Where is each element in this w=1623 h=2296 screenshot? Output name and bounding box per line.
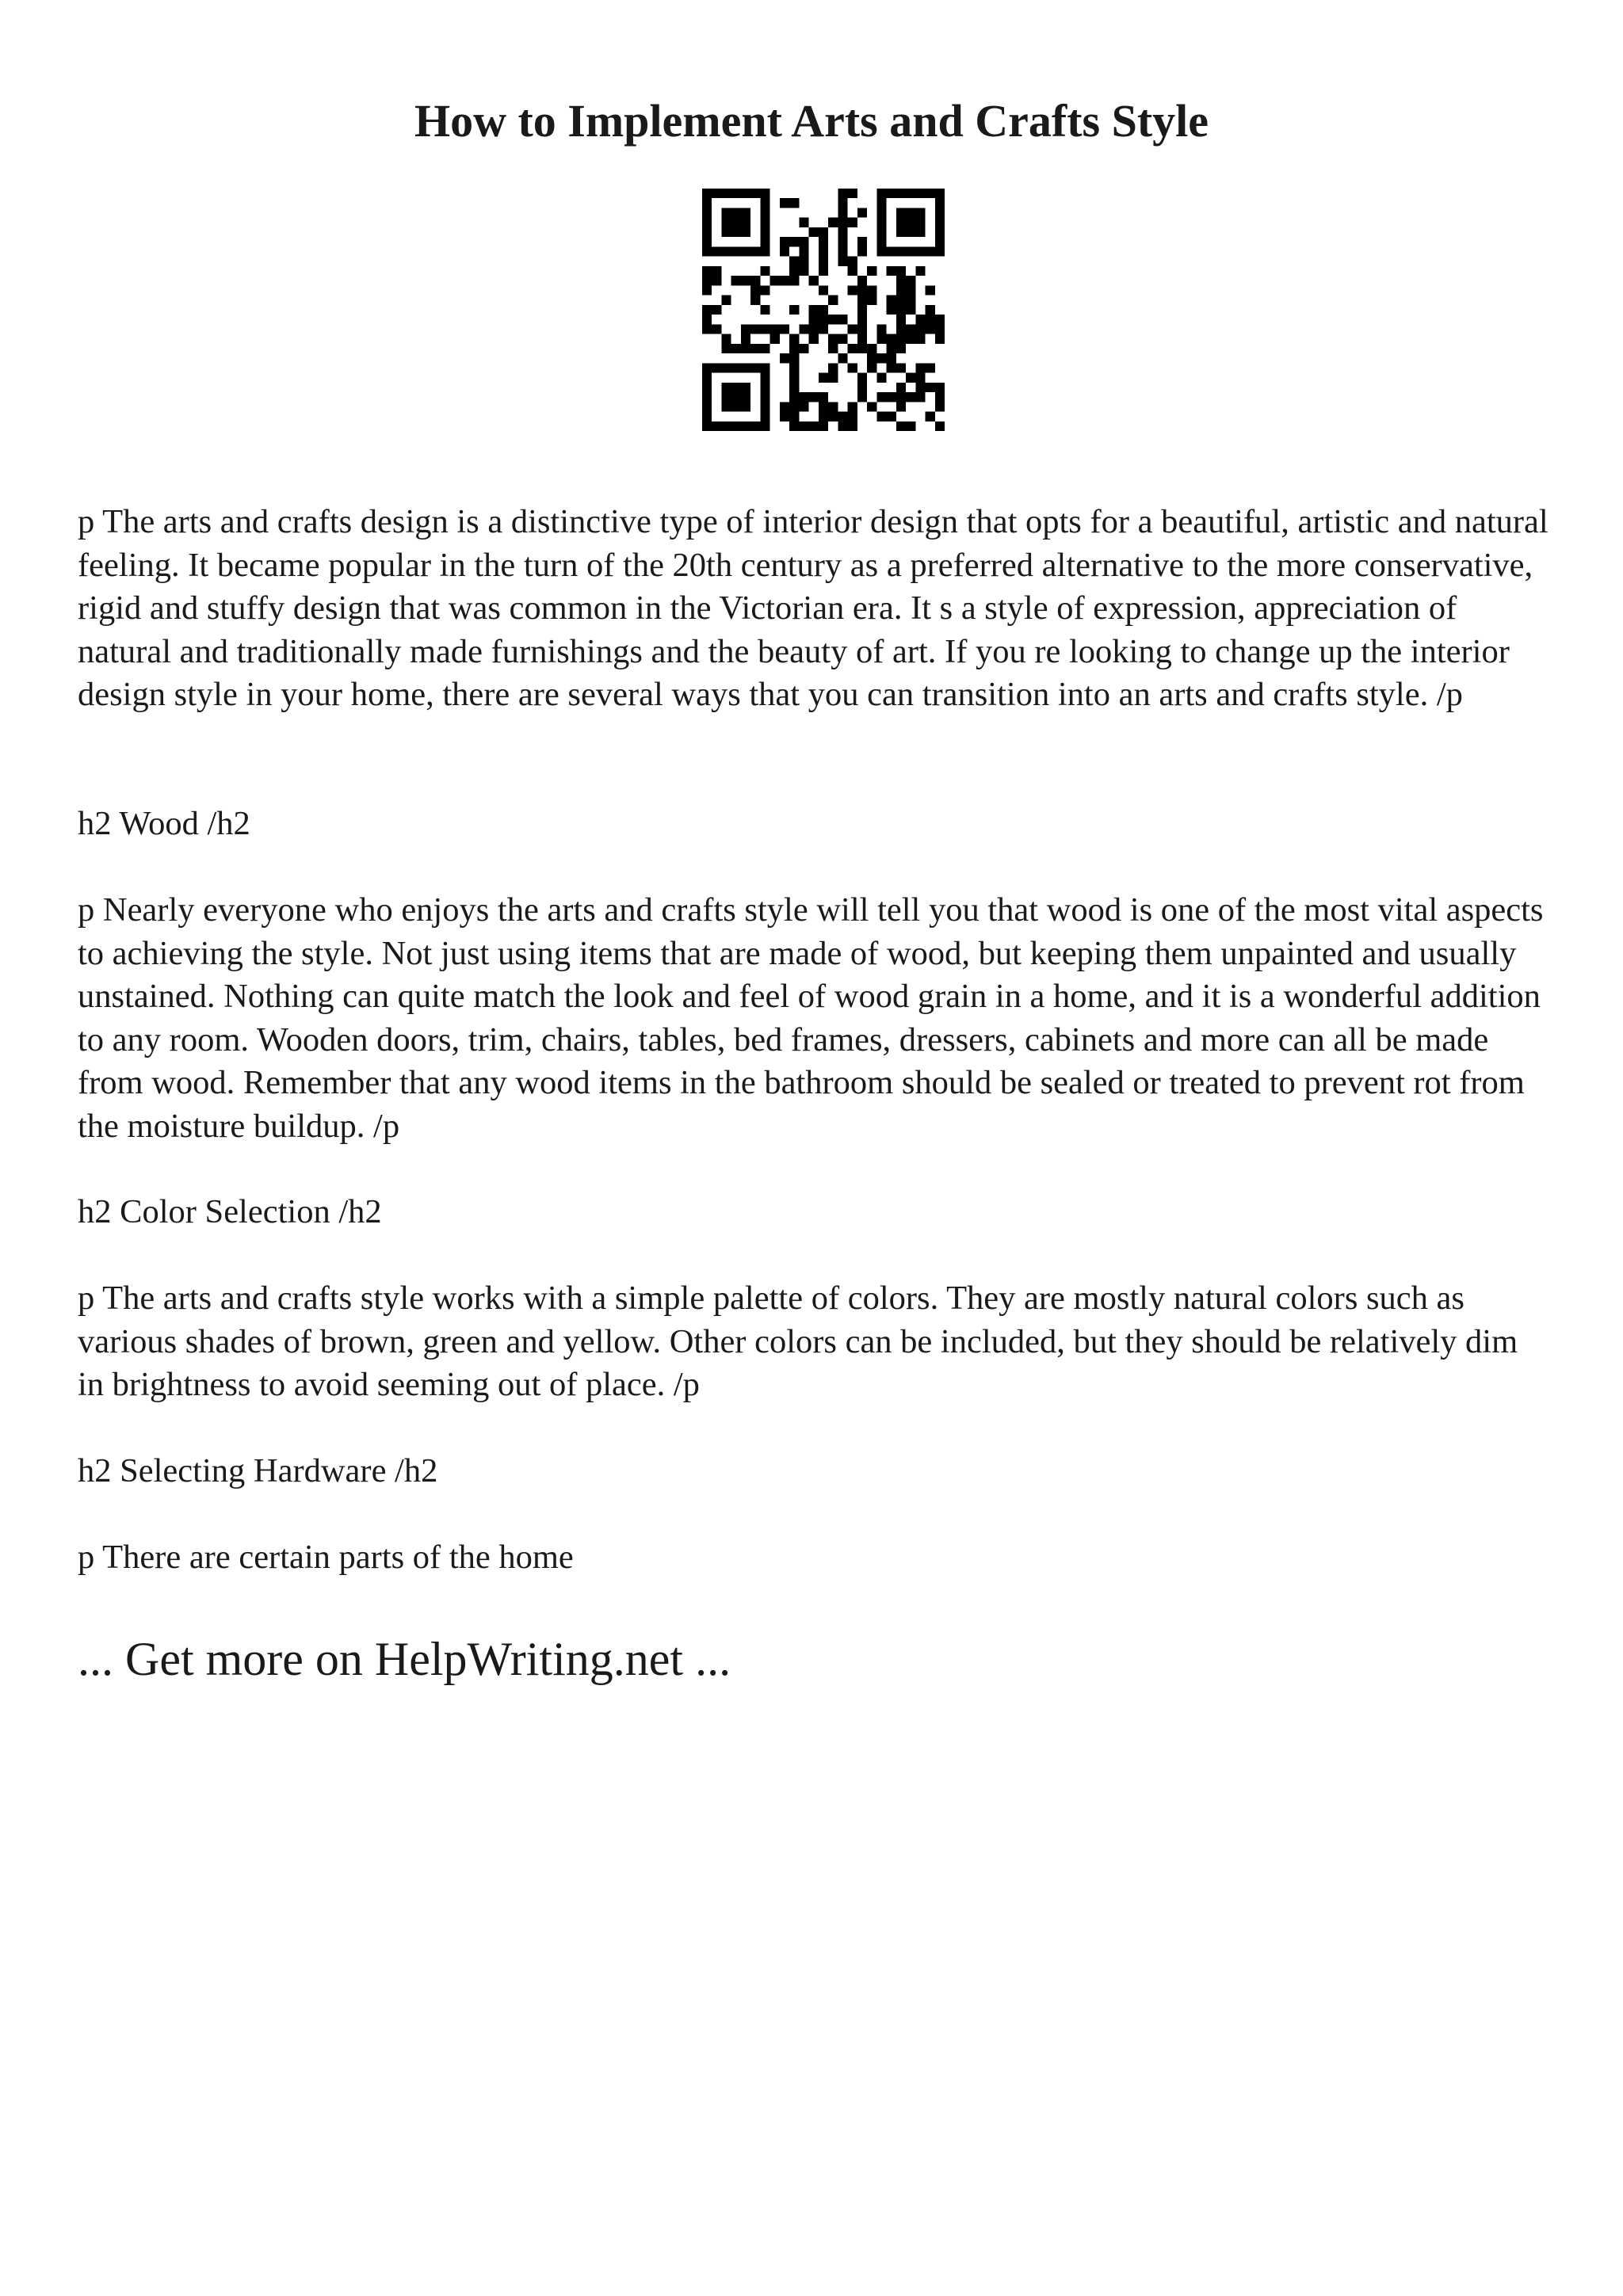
heading-color-selection: h2 Color Selection /h2 (78, 1193, 382, 1230)
heading-wood: h2 Wood /h2 (78, 805, 250, 842)
intro-paragraph: p The arts and crafts design is a distinctive type of interior design that opts for a beautiful, artistic and natural feeling. It became popular in the turn of the 20th century as a preferred alternative to the more conservative, rigid and stuffy design that was common in the Victorian era. It s a style of expression, appreciation of natural and traditionally made furnishings and the beauty of art. If you re looking to change up the interior design style in your home, there are several ways that you can transition into an arts and crafts style. /p (78, 503, 1549, 713)
wood-paragraph: p Nearly everyone who enjoys the arts and crafts style will tell you that wood is one of the most vital aspects to achieving the style. Not just using items that are made of wood, but keeping them unpainted and usually unstained. Nothing can quite match the look and feel of wood grain in a home, and it is a wonderful addition to any room. Wooden doors, trim, chairs, tables, bed frames, dressers, cabinets and more can all be made from wood. Remember that any wood items in the bathroom should be sealed or treated to prevent rot from the moisture buildup. /p (78, 891, 1544, 1145)
hardware-paragraph: p There are certain parts of the home (78, 1539, 574, 1576)
heading-selecting-hardware: h2 Selecting Hardware /h2 (78, 1452, 438, 1489)
qr-code-icon (702, 189, 945, 431)
helpwriting-link[interactable]: ... Get more on HelpWriting.net ... (78, 1633, 731, 1685)
color-selection-paragraph: p The arts and crafts style works with a simple palette of colors. They are mostly natural colors such as various shades of brown, green and yellow. Other colors can be included, but they should be relatively dim in brightness to avoid seeming out of place. /p (78, 1280, 1518, 1403)
document-title: How to Implement Arts and Crafts Style (414, 95, 1209, 147)
